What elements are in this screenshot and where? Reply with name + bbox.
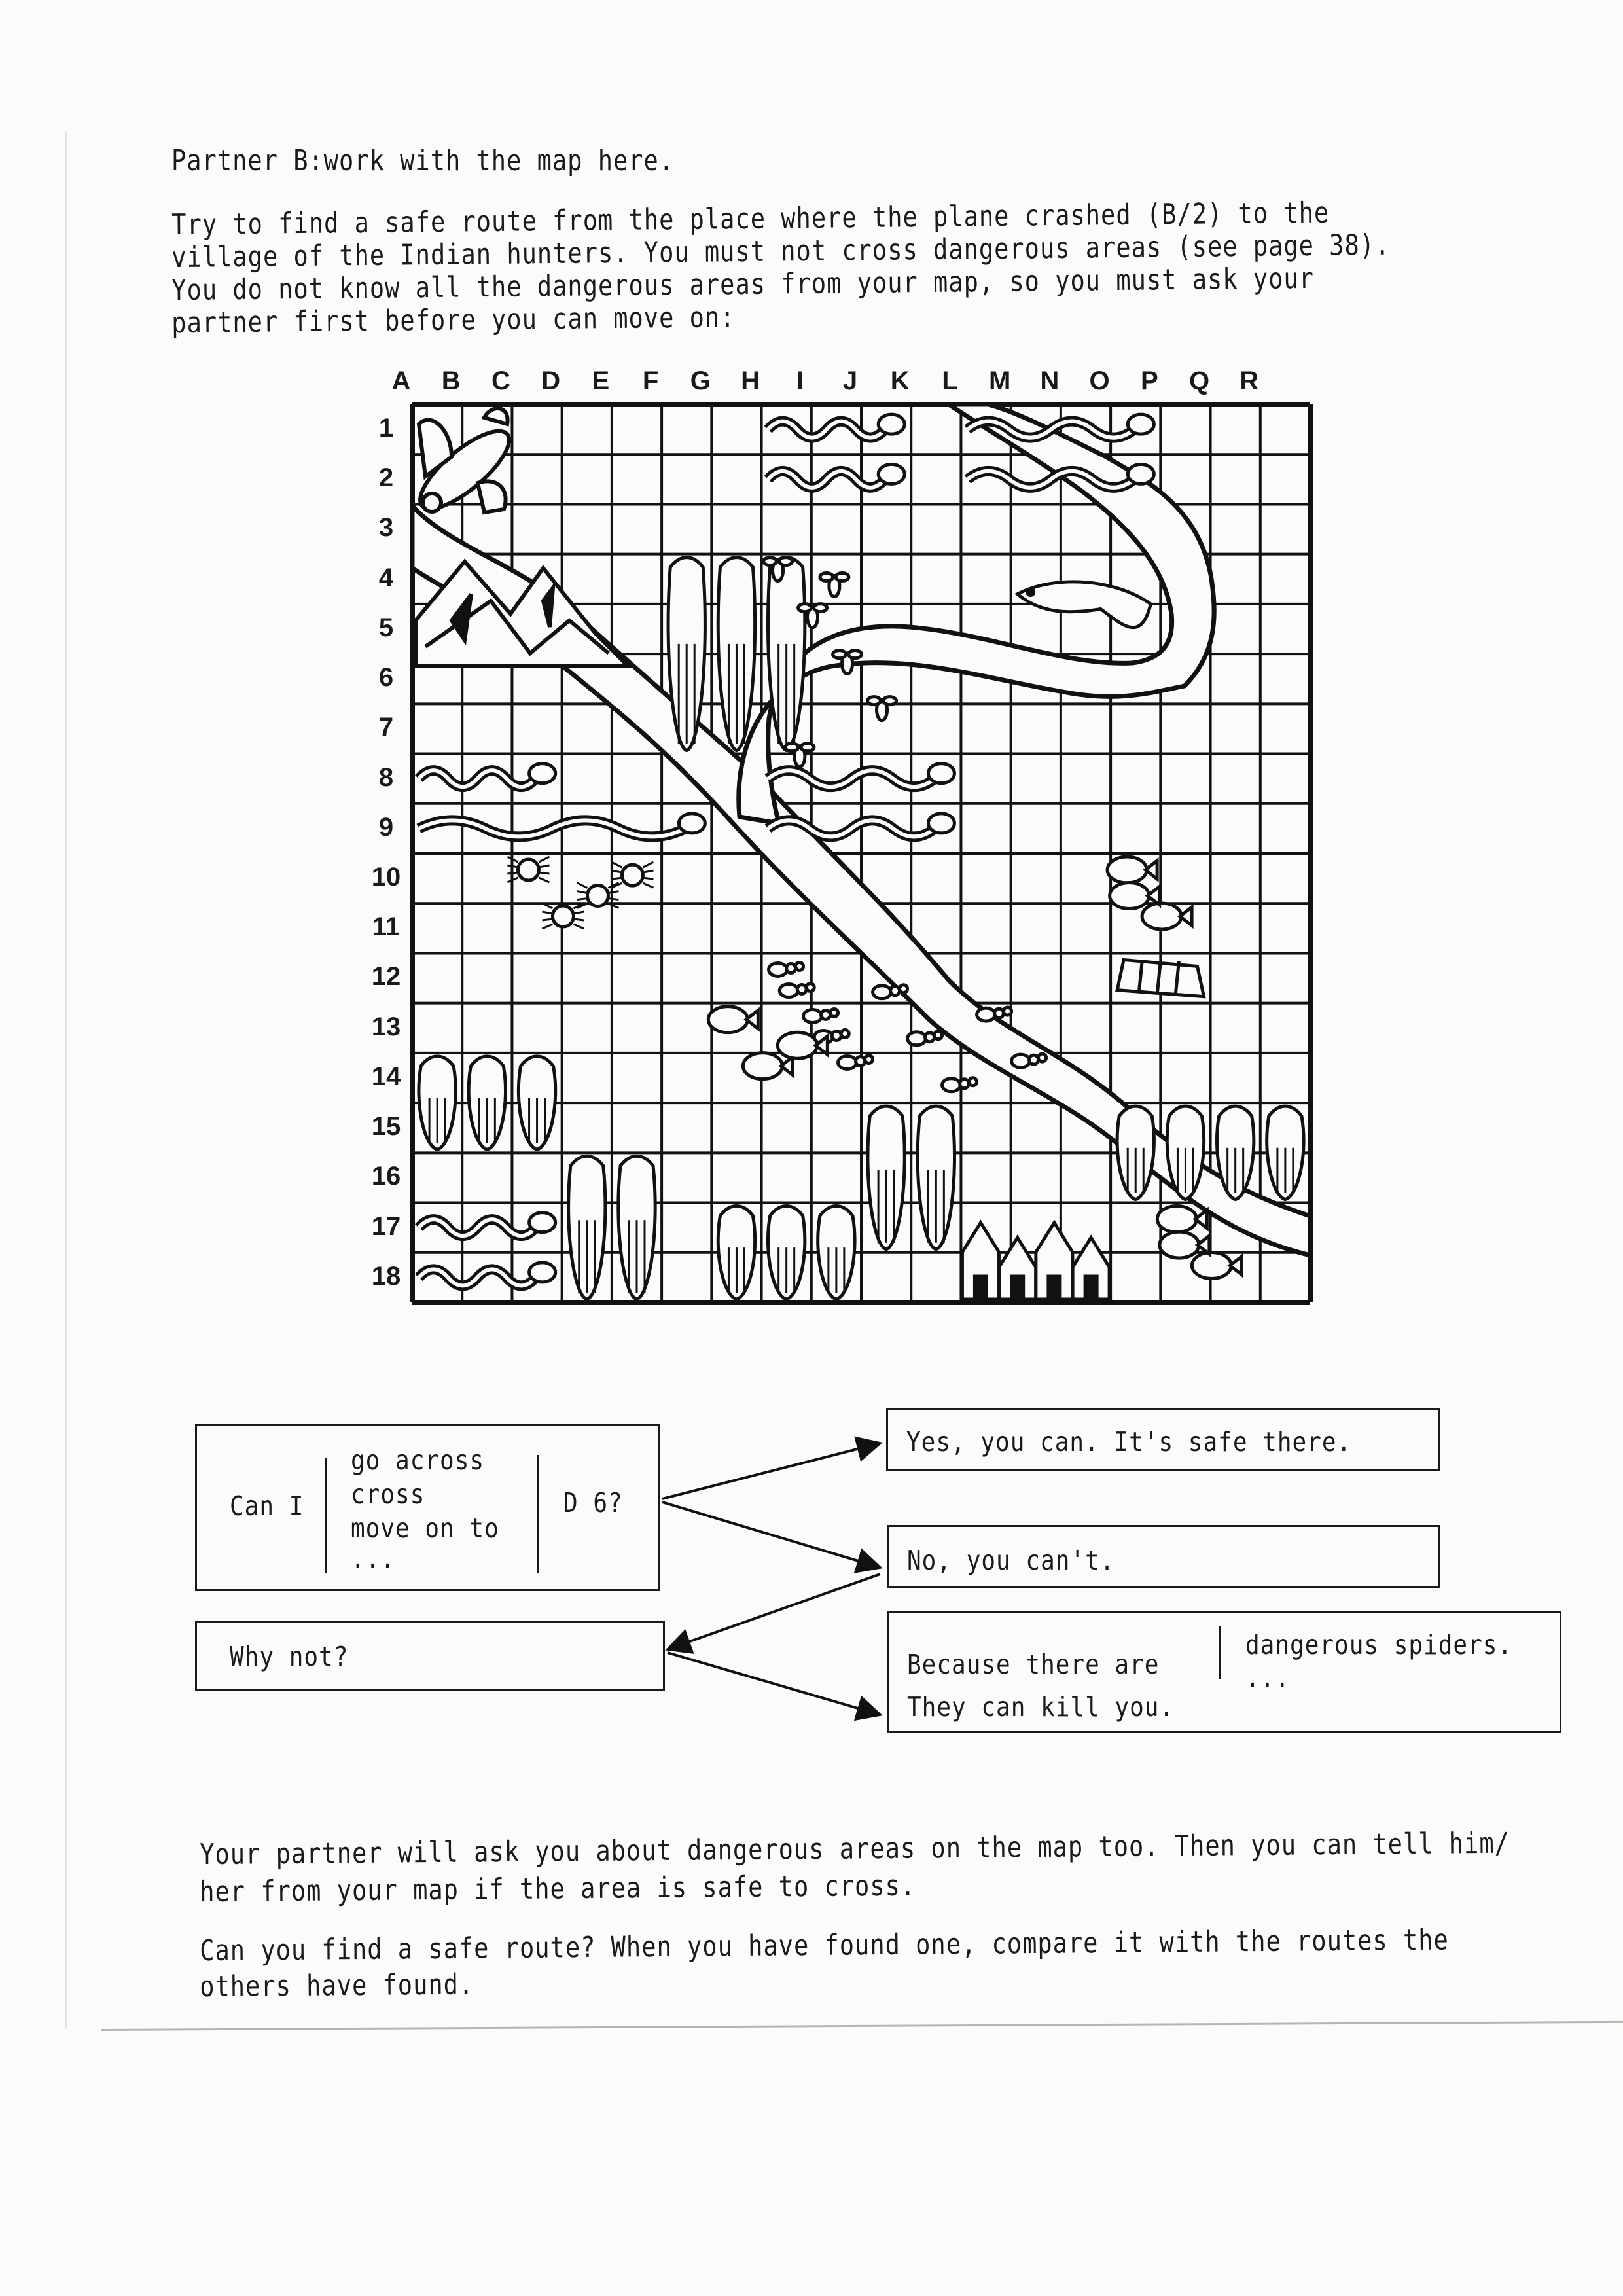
row-label: 4 [378,563,394,592]
column-label: C [491,367,510,395]
arrow-to-no [662,1502,880,1568]
row-label: 11 [372,912,401,942]
column-label: P [1140,367,1158,395]
reason-prefix: Because there are [907,1649,1160,1681]
verb-option: ... [351,1543,396,1575]
task-line: Try to find a safe route from the place where the plane crashed (B/2) to the [171,196,1330,242]
reason-option: ... [1245,1662,1291,1694]
row-label: 2 [378,463,394,493]
footer-line: others have found. [200,1967,474,2003]
row-label: 8 [378,762,394,792]
row-label: 9 [378,812,394,842]
arrow-to-yes [662,1443,880,1499]
column-label: B [441,367,461,395]
question-prefix: Can I [230,1491,304,1522]
column-label: K [890,367,910,395]
column-label: R [1240,367,1259,395]
verb-option: cross [351,1479,425,1511]
column-label: L [942,367,958,395]
arrow-to-reason [668,1653,880,1715]
row-label: 3 [378,513,394,543]
column-label: N [1040,367,1060,395]
why-not-text: Why not? [230,1641,349,1673]
row-label: 1 [378,414,394,442]
task-line: village of the Indian hunters. You must not cross dangerous areas (see page 38). [171,228,1391,274]
row-label: 10 [371,863,401,891]
row-label: 5 [378,613,394,642]
column-label: A [391,367,411,395]
task-line: You do not know all the dangerous areas from your map, so you must ask your [171,261,1315,307]
reason-option: dangerous spiders. [1245,1630,1513,1661]
yes-answer-text: Yes, you can. It's safe there. [906,1427,1352,1458]
footer-line: Can you find a safe route? When you have found one, compare it with the routes the [200,1923,1449,1967]
column-label: O [1089,367,1110,395]
row-label: 13 [371,1012,401,1041]
row-label: 15 [371,1112,401,1141]
column-label: F [642,367,659,395]
column-label: Q [1188,367,1210,395]
column-label: H [741,367,760,395]
reason-consequence: They can kill you. [907,1692,1175,1723]
row-label: 7 [378,713,394,742]
column-label: I [796,367,804,395]
verb-option: move on to [351,1513,499,1545]
row-label: 16 [371,1162,401,1191]
row-label: 12 [371,962,401,992]
column-label: E [592,367,610,395]
heading: Partner B:work with the map here. [171,144,675,177]
row-label: 6 [378,663,394,692]
column-label: J [842,367,858,395]
footer-line: Your partner will ask you about dangerous areas on the map too. Then you can tell him/ [200,1826,1510,1871]
task-line: partner first before you can move on: [171,300,736,340]
column-label: D [541,367,561,395]
row-label: 14 [371,1062,401,1091]
no-answer-text: No, you can't. [907,1545,1115,1577]
column-label: M [988,367,1011,395]
verb-option: go across [351,1445,485,1477]
row-label: 17 [371,1211,401,1241]
column-label: G [690,367,711,395]
row-label: 18 [371,1261,401,1291]
arrow-to-why [668,1574,880,1649]
footer-line: her from your map if the area is safe to cross. [200,1869,916,1909]
question-target: D 6? [563,1488,623,1519]
